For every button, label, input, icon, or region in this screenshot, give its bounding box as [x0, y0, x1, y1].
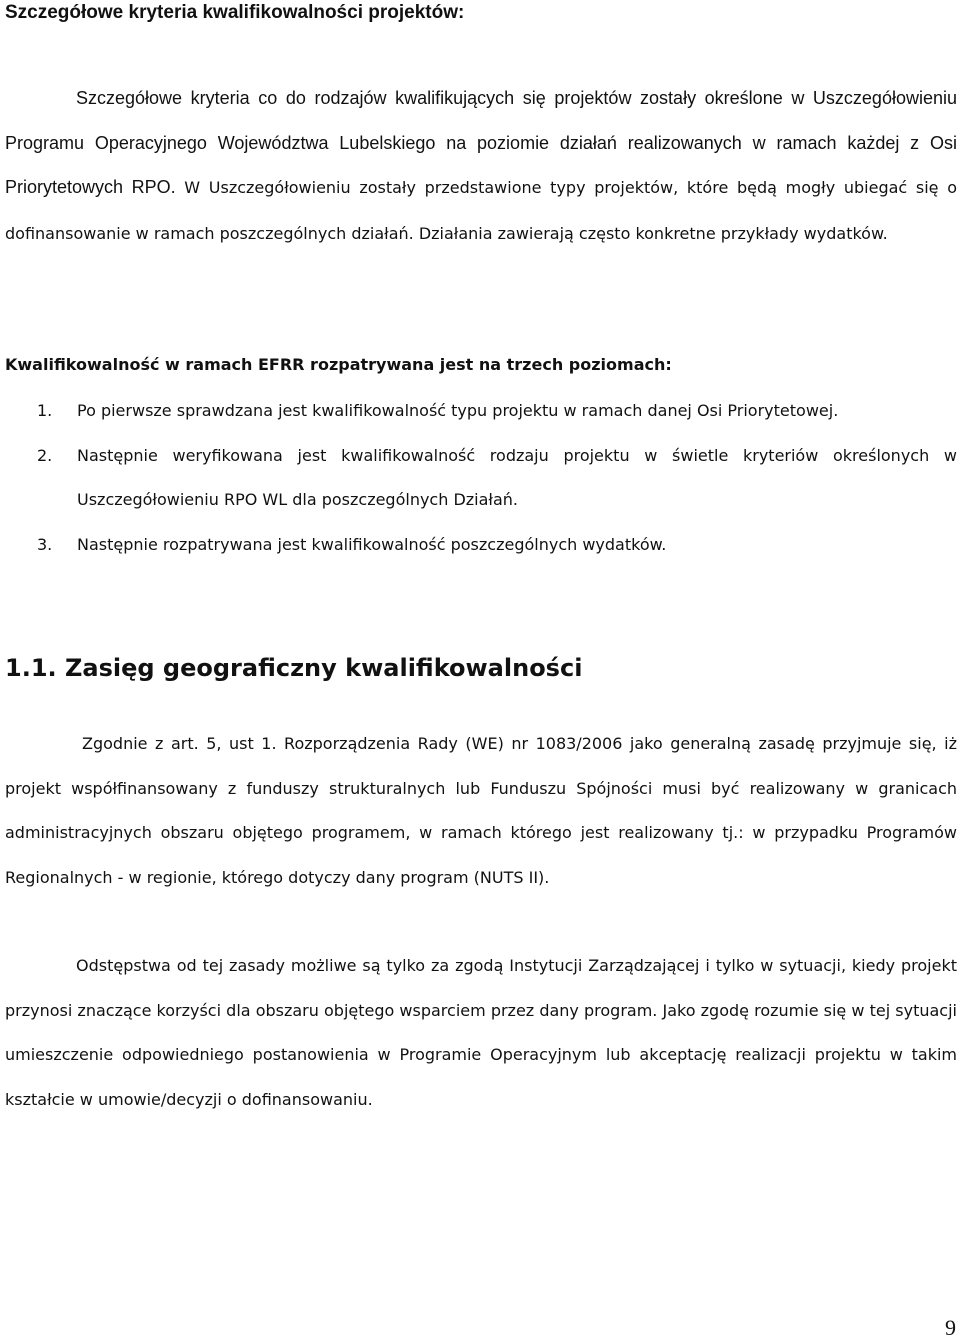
levels-heading: Kwalifikowalność w ramach EFRR rozpatrywana jest na trzech poziomach: [5, 355, 672, 374]
page-number: 9 [945, 1315, 956, 1340]
section-paragraph-2: Odstępstwa od tej zasady możliwe są tylko za zgodą Instytucji Zarządzającej i tylko w sytuacji, kiedy projekt przynosi znaczące korzyści dla obszaru objętego wsparciem przez dany program. Jako zgodę rozumie się w tej sytuacji umieszczenie odpowiedniego postanowienia w Programie Operacyjnym lub akceptację realizacji projektu w takim kształcie w umowie/decyzji o dofinansowaniu. [5, 956, 957, 1109]
list-item-text: Następnie rozpatrywana jest kwalifikowalność poszczególnych wydatków. [77, 534, 667, 554]
list-item-text: Po pierwsze sprawdzana jest kwalifikowalność typu projektu w ramach danej Osi Priorytetowej. [77, 401, 839, 420]
intro-sentence-1: Szczegółowe kryteria co do rodzajów kwalifikujących się projektów zostały określone w Uszczegółowieniu Programu Operacyjnego Województwa Lubelskiego na poziomie działań realizowanych w ramach każdej z Osi Priorytetowych RPO. [5, 88, 957, 197]
intro-sentence-2: W Uszczegółowieniu zostały przedstawione typy projektów, które będą mogły ubiegać się o dofinansowanie w ramach poszczególnych działań. Działania zawierają często konkretne przykłady wydatków. [5, 178, 957, 243]
list-item-number: 3. [37, 534, 53, 554]
list-item [5, 523, 957, 568]
intro-paragraph [5, 76, 957, 256]
section-heading: 1.1. Zasięg geograficzny kwalifikowalności [5, 654, 583, 682]
levels-list [5, 389, 957, 567]
list-item-number: 1. [37, 401, 53, 420]
list-item-text: Następnie weryfikowana jest kwalifikowalność rodzaju projektu w świetle kryteriów określonych w Uszczegółowieniu RPO WL dla poszczególnych Działań. [77, 445, 957, 509]
section-paragraph-1: Zgodnie z art. 5, ust 1. Rozporządzenia Rady (WE) nr 1083/2006 jako generalną zasadę przyjmuje się, iż projekt współfinansowany z funduszy strukturalnych lub Funduszu Spójności musi być realizowany w granicach administracyjnych obszaru objętego programem, w ramach którego jest realizowany tj.: w przypadku Programów Regionalnych - w regionie, którego dotyczy dany program (NUTS II). [5, 734, 957, 887]
list-item [5, 389, 957, 434]
list-item [5, 434, 957, 523]
list-item-number: 2. [37, 445, 53, 465]
document-heading: Szczegółowe kryteria kwalifikowalności projektów: [5, 2, 465, 23]
